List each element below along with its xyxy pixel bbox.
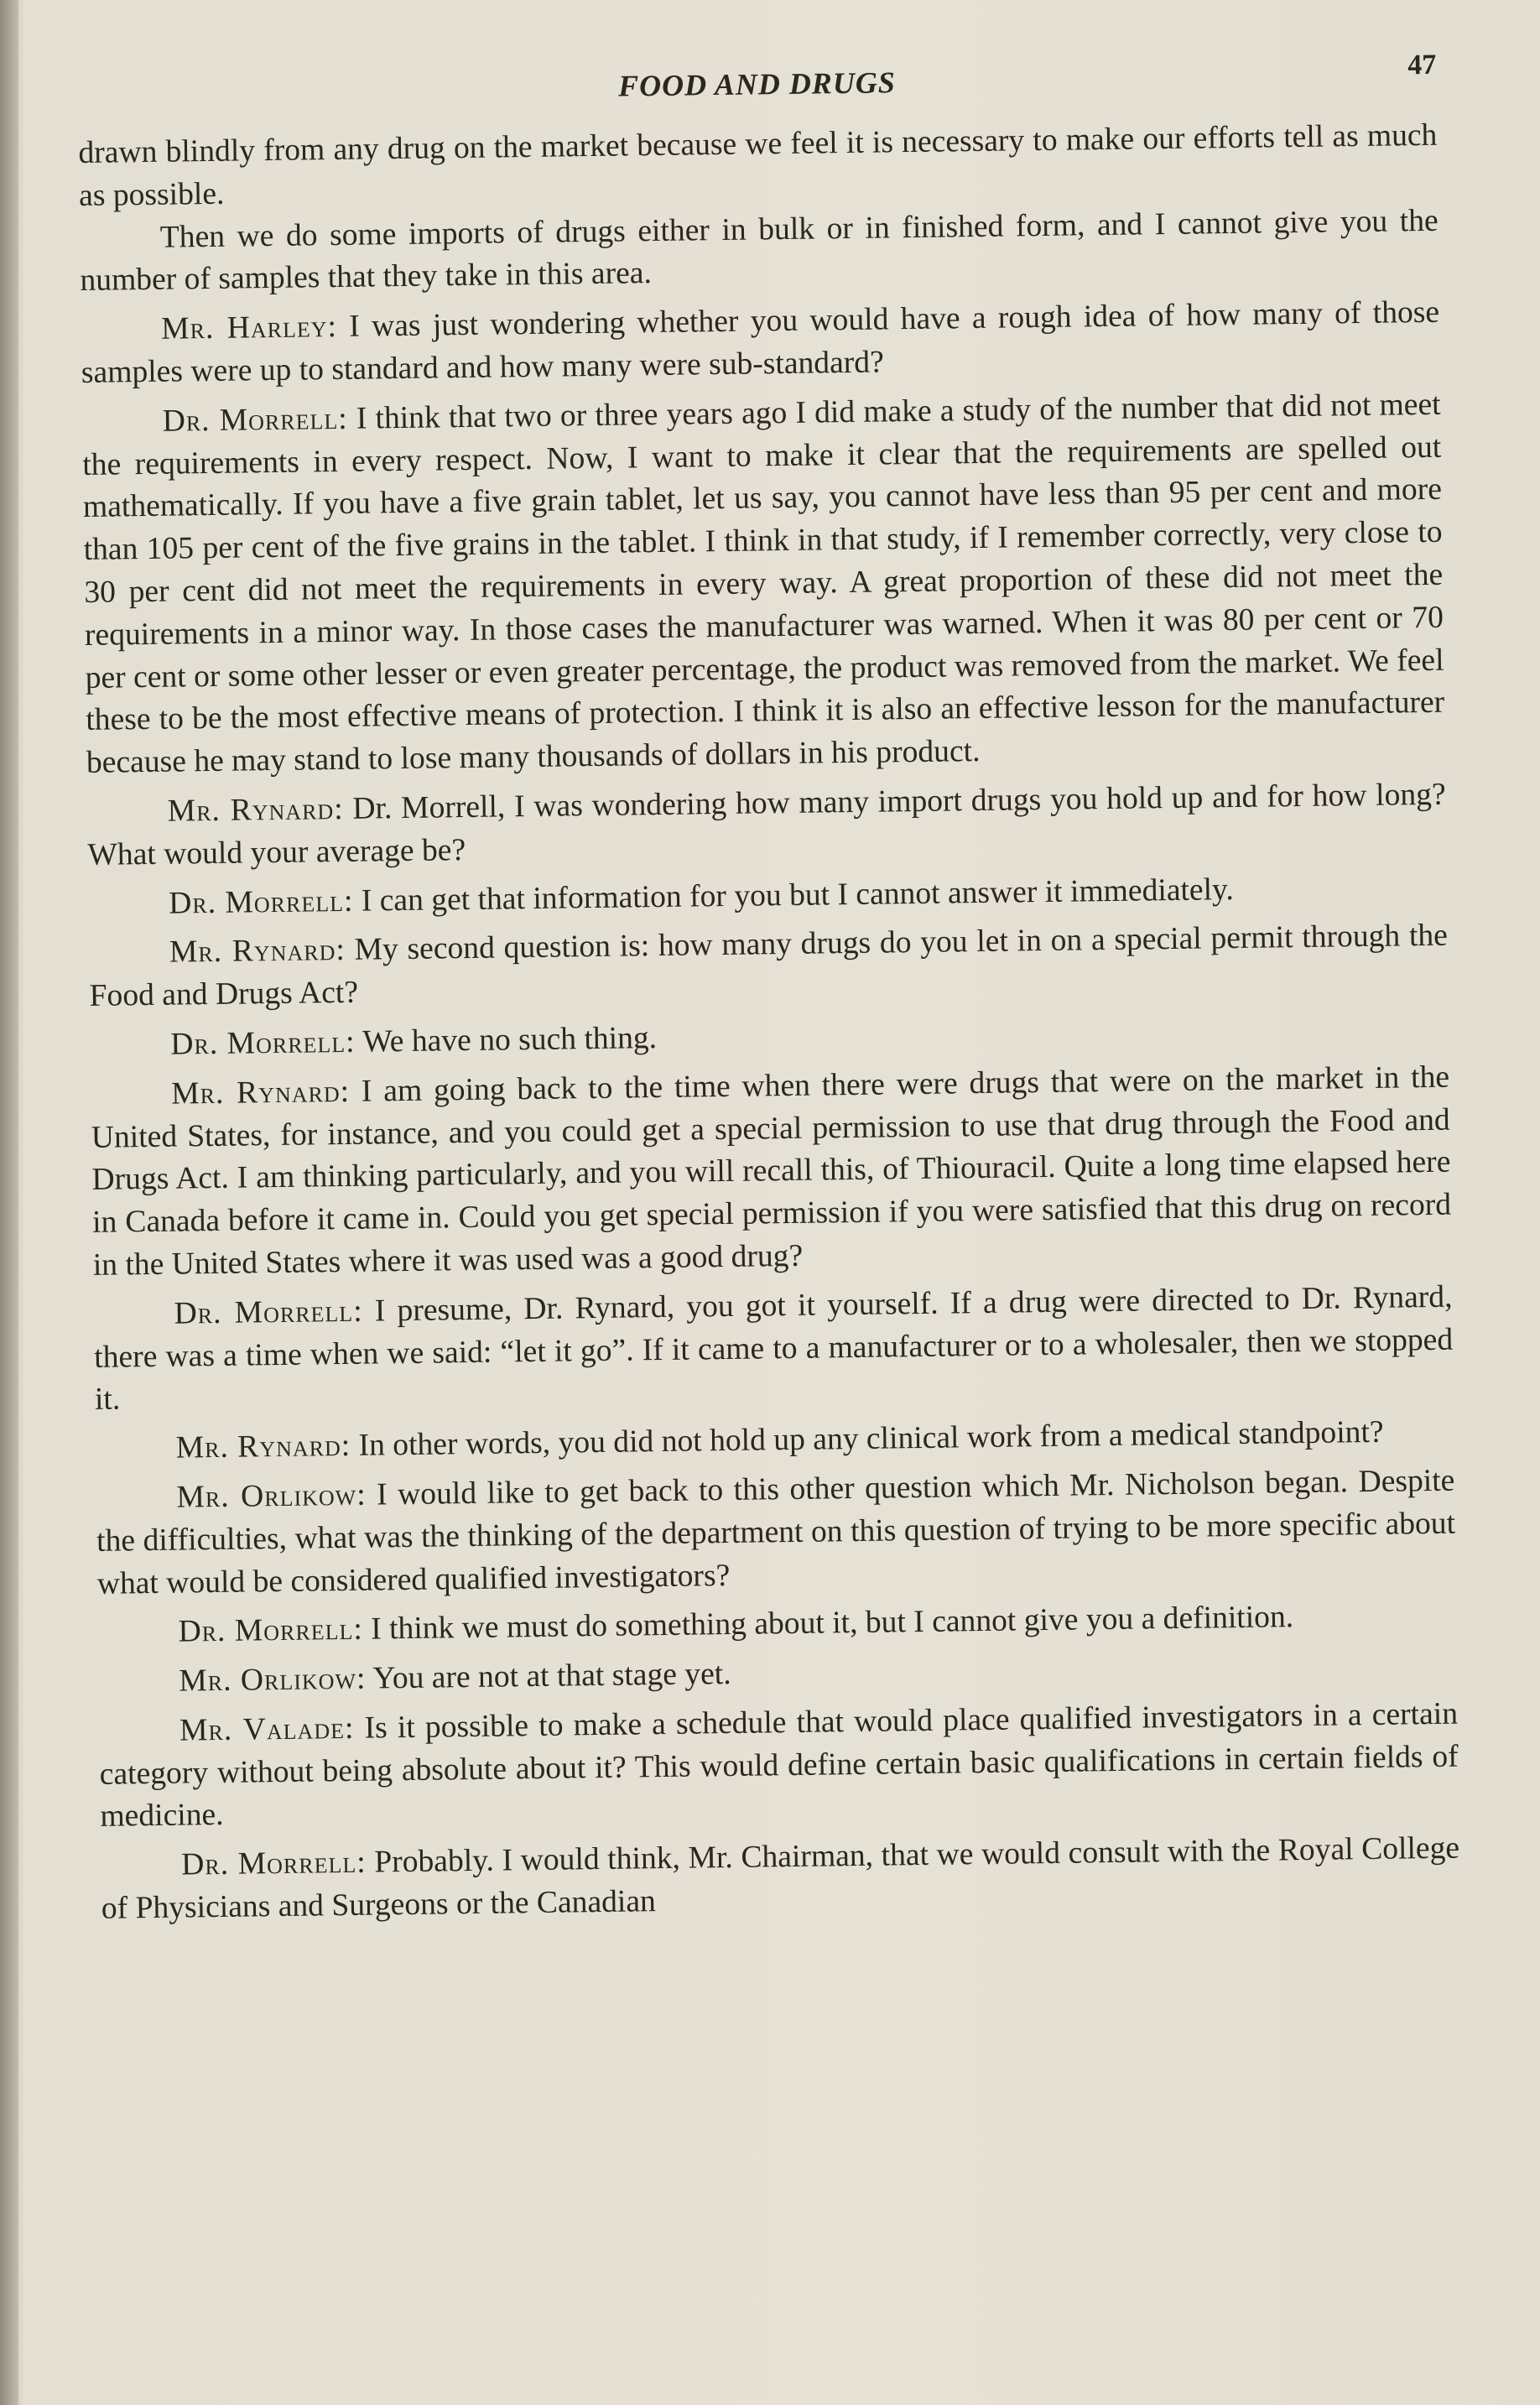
speaker-name: Mr. Rynard: <box>175 1428 351 1465</box>
paragraph <box>81 384 1445 785</box>
running-title: FOOD AND DRUGS <box>617 65 897 103</box>
paragraph <box>79 200 1439 303</box>
paragraph-text: Dr. Morrell, I was wondering how many import drugs you hold up and for how long? What would your average be? <box>87 777 1446 872</box>
page-number: 47 <box>1407 49 1437 81</box>
paragraph <box>86 774 1446 877</box>
paragraph-text: I think that two or three years ago I did make a study of the number that did not meet the requirements in every respect. Now, I want to make it clear that the requirements are spelled out mathematically. If you have a five grain tablet, let us say, you cannot have less than 95 per cent and more than 105 per cent of the five grains in the tablet. I think in that study, if I remember correctly, very close to 30 per cent did not meet the requirements in every way. A great proportion of these did not meet the requirements in a minor way. In those cases the manufacturer was warned. When it was 80 per cent or 70 per cent or some other lesser or even greater percentage, the product was removed from the market. We feel these to be the most effective means of protection. I think it is also an effective lesson for the manufacturer because he may stand to lose many thousands of dollars in his product. <box>82 387 1445 781</box>
paragraph <box>99 1694 1459 1840</box>
body-text <box>78 115 1460 1931</box>
paragraph <box>101 1828 1460 1931</box>
speaker-name: Dr. Morrell: <box>180 1845 367 1882</box>
speaker-name: Mr. Valade: <box>179 1710 355 1748</box>
paragraph <box>89 915 1449 1018</box>
paragraph-text: I am going back to the time when there were drugs that were on the market in the United States, for instance, and you could get a special permission to use that drug through the Food and Drugs Act. I am thinking particularly, and you will recall this, of Thiouracil. Quite a long time elapsed here in Canada before it came in. Could you get special permission if you were satisfied that this drug on record in the United States where it was used was a good drug? <box>91 1059 1452 1283</box>
paragraph <box>93 1276 1454 1422</box>
speaker-name: Mr. Orlikow: <box>176 1477 367 1515</box>
speaker-name: Dr. Morrell: <box>170 1024 356 1062</box>
speaker-name: Mr. Rynard: <box>169 933 346 970</box>
speaker-name: Mr. Harley: <box>160 310 338 346</box>
paragraph-text: We have no such thing. <box>362 1020 658 1059</box>
speaker-name: Mr. Orlikow: <box>179 1661 367 1699</box>
speaker-name: Dr. Morrell: <box>178 1611 364 1649</box>
paragraph-text: In other words, you did not hold up any clinical work from a medical standpoint? <box>358 1414 1384 1463</box>
paragraph-text: You are not at that stage yet. <box>372 1657 731 1696</box>
paragraph-text: I was just wondering whether you would have a rough idea of how many of those samples were up to standard and how many were sub-standard? <box>81 294 1440 390</box>
speaker-name: Dr. Morrell: <box>162 401 348 439</box>
paragraph-text: I presume, Dr. Rynard, you got it yourself. If a drug were directed to Dr. Rynard, there was a time when we said: “let it go”. If it came to a manufacturer or to a wholesaler, then we stopped it. <box>93 1279 1454 1418</box>
paragraph <box>81 292 1440 395</box>
speaker-name: Mr. Rynard: <box>167 791 344 829</box>
speaker-name: Dr. Morrell: <box>174 1294 363 1331</box>
paragraph-text: Is it possible to make a schedule that would place qualified investigators in a certain category without being absolute about it? This would define certain basic qualifications in certain fields of medicine. <box>99 1696 1459 1835</box>
page-content <box>77 41 1460 1931</box>
paragraph-text: Then we do some imports of drugs either in bulk or in finished form, and I cannot give you the number of samples that they take in this area. <box>80 203 1439 299</box>
book-spine-shadow <box>0 0 18 2405</box>
paragraph-text: I think we must do something about it, but I cannot give you a definition. <box>370 1600 1294 1647</box>
paragraph <box>96 1460 1456 1606</box>
paragraph-text: I can get that information for you but I cannot answer it immediately. <box>361 872 1235 919</box>
paragraph-text: Probably. I would think, Mr. Chairman, that we would consult with the Royal College of Physicians and Surgeons or the Canadian <box>101 1830 1460 1926</box>
paragraph-text: drawn blindly from any drug on the market because we feel it is necessary to make our efforts tell as much as possible. <box>78 117 1438 213</box>
speaker-name: Dr. Morrell: <box>168 883 354 921</box>
paragraph <box>91 1056 1452 1287</box>
paragraph-text: I would like to get back to this other question which Mr. Nicholson began. Despite the difficulties, what was the thinking of the department on this question of trying to be more specific about what would be considered qualified investigators? <box>96 1463 1456 1601</box>
paragraph-text: My second question is: how many drugs do you let in on a special permit through the Food and Drugs Act? <box>89 919 1449 1014</box>
speaker-name: Mr. Rynard: <box>170 1074 351 1111</box>
